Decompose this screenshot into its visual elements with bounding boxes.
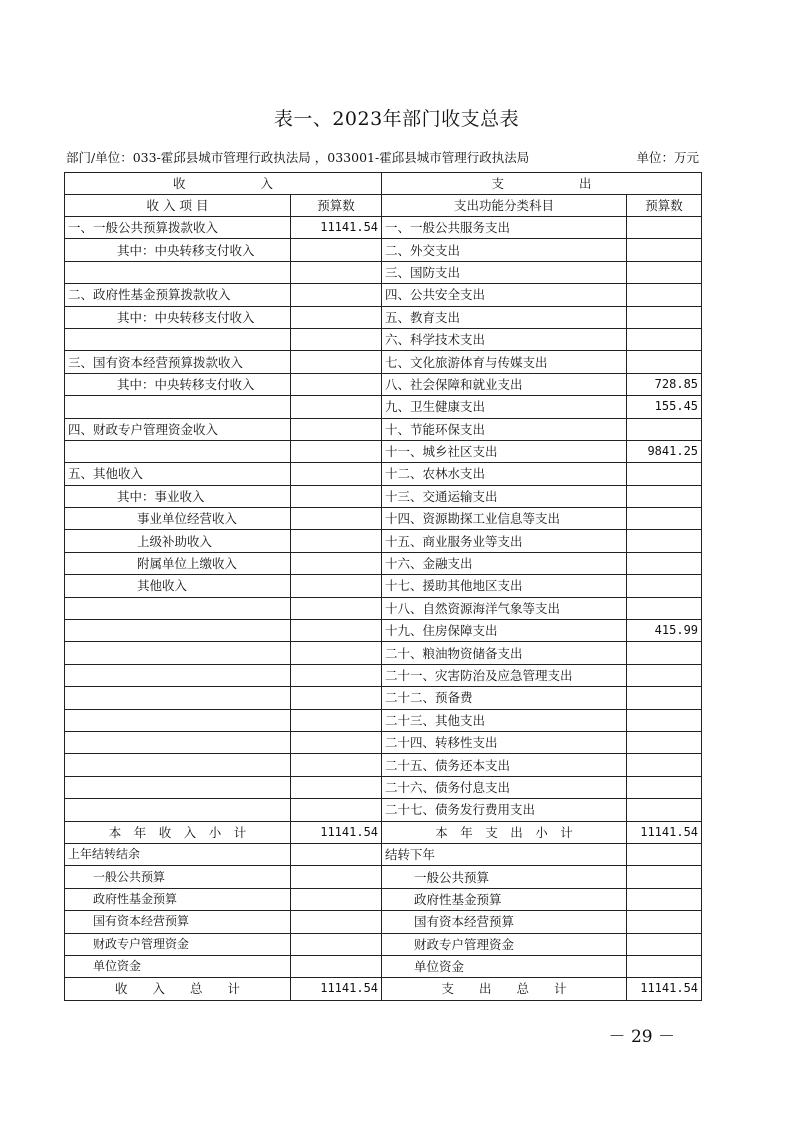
expense-item-cell: 十一、城乡社区支出: [382, 440, 627, 462]
income-amount-cell: [291, 485, 382, 507]
table-row: [65, 463, 702, 485]
expense-item-cell: 九、卫生健康支出: [382, 396, 627, 418]
income-amount-cell: [291, 440, 382, 462]
carry-row: [65, 843, 702, 865]
expense-item-cell: 十六、金融支出: [382, 552, 627, 574]
expense-item-cell: 二十、粮油物资储备支出: [382, 642, 627, 664]
income-amount-cell: [291, 776, 382, 798]
expense-budget-header: 预算数: [627, 195, 702, 217]
income-item-cell: [65, 440, 291, 462]
expense-item-cell: 十四、资源勘探工业信息等支出: [382, 508, 627, 530]
table-row: [65, 776, 702, 798]
carry-expense-cell: 结转下年: [382, 843, 627, 865]
income-item-cell: 其中：中央转移支付收入: [65, 306, 291, 328]
income-amount-cell: [291, 463, 382, 485]
income-amount-cell: [291, 396, 382, 418]
expense-amount-cell: [627, 687, 702, 709]
income-item-cell: [65, 642, 291, 664]
income-item-cell: [65, 709, 291, 731]
expense-item-cell: 一、一般公共服务支出: [382, 217, 627, 239]
carry-expense-cell: 单位资金: [382, 955, 627, 977]
expense-item-cell: 十五、商业服务业等支出: [382, 530, 627, 552]
income-amount-cell: [291, 373, 382, 395]
expense-item-cell: 二十三、其他支出: [382, 709, 627, 731]
carry-income-amount: [291, 911, 382, 933]
expense-amount-cell: 9841.25: [627, 440, 702, 462]
carry-income-cell: 财政专户管理资金: [65, 933, 291, 955]
income-amount-cell: [291, 687, 382, 709]
carry-expense-amount: [627, 866, 702, 888]
carry-income-amount: [291, 933, 382, 955]
income-amount-cell: [291, 799, 382, 821]
expense-amount-cell: [627, 799, 702, 821]
income-item-cell: 二、政府性基金预算拨款收入: [65, 284, 291, 306]
expense-item-cell: 二十一、灾害防治及应急管理支出: [382, 664, 627, 686]
expense-item-cell: 十二、农林水支出: [382, 463, 627, 485]
income-item-cell: [65, 396, 291, 418]
expense-amount-cell: [627, 642, 702, 664]
subtotal-row: [65, 821, 702, 843]
income-item-cell: [65, 597, 291, 619]
income-item-cell: 附属单位上缴收入: [65, 552, 291, 574]
income-item-cell: [65, 664, 291, 686]
income-item-cell: [65, 687, 291, 709]
expense-total-label: 支 出 总 计: [382, 978, 627, 1000]
table-row: [65, 328, 702, 350]
income-amount-cell: [291, 306, 382, 328]
department-label: 部门/单位：033-霍邱县城市管理行政执法局 ，033001-霍邱县城市管理行政执法局: [66, 150, 530, 165]
income-amount-cell: [291, 261, 382, 283]
expense-amount-cell: [627, 530, 702, 552]
carry-expense-amount: [627, 955, 702, 977]
income-budget-header: 预算数: [291, 195, 382, 217]
expense-amount-cell: [627, 239, 702, 261]
expense-amount-cell: [627, 463, 702, 485]
income-amount-cell: [291, 731, 382, 753]
carry-row: [65, 866, 702, 888]
carry-income-cell: 国有资本经营预算: [65, 911, 291, 933]
income-item-cell: [65, 776, 291, 798]
carry-expense-cell: 政府性基金预算: [382, 888, 627, 910]
expense-amount-cell: [627, 664, 702, 686]
expense-amount-cell: [627, 597, 702, 619]
table-row: [65, 396, 702, 418]
income-item-cell: [65, 328, 291, 350]
income-amount-cell: [291, 754, 382, 776]
carry-expense-amount: [627, 911, 702, 933]
table-row: [65, 284, 702, 306]
carry-income-amount: [291, 955, 382, 977]
carry-income-amount: [291, 843, 382, 865]
table-row: [65, 552, 702, 574]
table-row: [65, 440, 702, 462]
table-row: [65, 664, 702, 686]
income-item-cell: 五、其他收入: [65, 463, 291, 485]
income-item-cell: 其中：中央转移支付收入: [65, 239, 291, 261]
income-item-header: 收 入 项 目: [65, 195, 291, 217]
table-row: [65, 575, 702, 597]
table-row: [65, 530, 702, 552]
expense-amount-cell: [627, 552, 702, 574]
expense-subtotal-label: 本 年 支 出 小 计: [382, 821, 627, 843]
income-total-label: 收 入 总 计: [65, 978, 291, 1000]
expense-item-cell: 二十四、转移性支出: [382, 731, 627, 753]
expense-amount-cell: [627, 575, 702, 597]
income-item-cell: 其中：中央转移支付收入: [65, 373, 291, 395]
expense-amount-cell: 155.45: [627, 396, 702, 418]
carry-row: [65, 888, 702, 910]
carry-expense-cell: 一般公共预算: [382, 866, 627, 888]
table-row: [65, 239, 702, 261]
expense-item-cell: 二十六、债务付息支出: [382, 776, 627, 798]
unit-label: 单位：万元: [636, 150, 699, 165]
budget-summary-table: [64, 172, 702, 1001]
table-row: [65, 508, 702, 530]
expense-amount-cell: [627, 776, 702, 798]
expense-item-cell: 十三、交通运输支出: [382, 485, 627, 507]
income-amount-cell: [291, 642, 382, 664]
income-item-cell: 三、国有资本经营预算拨款收入: [65, 351, 291, 373]
carry-row: [65, 933, 702, 955]
income-total-amount: 11141.54: [291, 978, 382, 1000]
table-row: [65, 620, 702, 642]
carry-income-cell: 政府性基金预算: [65, 888, 291, 910]
page-title: 表一、2023年部门收支总表: [273, 108, 520, 130]
income-amount-cell: [291, 597, 382, 619]
expense-amount-cell: [627, 351, 702, 373]
income-item-cell: [65, 754, 291, 776]
expense-item-cell: 七、文化旅游体育与传媒支出: [382, 351, 627, 373]
table-row: [65, 485, 702, 507]
income-item-cell: 其中：事业收入: [65, 485, 291, 507]
income-item-cell: [65, 799, 291, 821]
expense-amount-cell: [627, 754, 702, 776]
income-amount-cell: [291, 709, 382, 731]
expense-amount-cell: [627, 261, 702, 283]
expense-amount-cell: 415.99: [627, 620, 702, 642]
expense-item-cell: 八、社会保障和就业支出: [382, 373, 627, 395]
expense-amount-cell: [627, 485, 702, 507]
page-number: － 29 －: [608, 1027, 675, 1047]
carry-row: [65, 955, 702, 977]
carry-expense-cell: 国有资本经营预算: [382, 911, 627, 933]
table-row: [65, 799, 702, 821]
carry-expense-amount: [627, 888, 702, 910]
income-header: 收 入: [65, 173, 382, 195]
expense-amount-cell: [627, 328, 702, 350]
income-amount-cell: 11141.54: [291, 217, 382, 239]
expense-item-cell: 二十五、债务还本支出: [382, 754, 627, 776]
income-item-cell: 四、财政专户管理资金收入: [65, 418, 291, 440]
expense-amount-cell: [627, 709, 702, 731]
expense-item-cell: 四、公共安全支出: [382, 284, 627, 306]
expense-item-cell: 十八、自然资源海洋气象等支出: [382, 597, 627, 619]
expense-item-cell: 二十七、债务发行费用支出: [382, 799, 627, 821]
table-row: [65, 351, 702, 373]
table-row: [65, 642, 702, 664]
carry-income-cell: 上年结转结余: [65, 843, 291, 865]
table-row: [65, 217, 702, 239]
table-row: [65, 261, 702, 283]
carry-row: [65, 911, 702, 933]
expense-item-cell: 十九、住房保障支出: [382, 620, 627, 642]
expense-item-cell: 十七、援助其他地区支出: [382, 575, 627, 597]
income-amount-cell: [291, 620, 382, 642]
income-item-cell: 事业单位经营收入: [65, 508, 291, 530]
table-row: [65, 373, 702, 395]
expense-item-header: 支出功能分类科目: [382, 195, 627, 217]
income-amount-cell: [291, 575, 382, 597]
table-row: [65, 306, 702, 328]
total-row: [65, 978, 702, 1000]
income-item-cell: 其他收入: [65, 575, 291, 597]
table-row: [65, 418, 702, 440]
expense-amount-cell: [627, 217, 702, 239]
carry-income-amount: [291, 866, 382, 888]
table-row: [65, 687, 702, 709]
income-item-cell: [65, 620, 291, 642]
expense-item-cell: 十、节能环保支出: [382, 418, 627, 440]
income-item-cell: 一、一般公共预算拨款收入: [65, 217, 291, 239]
expense-total-amount: 11141.54: [627, 978, 702, 1000]
expense-amount-cell: [627, 508, 702, 530]
table-row: [65, 709, 702, 731]
income-amount-cell: [291, 351, 382, 373]
expense-amount-cell: [627, 418, 702, 440]
table-meta: [66, 148, 699, 166]
table-row: [65, 754, 702, 776]
expense-amount-cell: [627, 284, 702, 306]
table-row: [65, 597, 702, 619]
carry-income-amount: [291, 888, 382, 910]
expense-amount-cell: [627, 306, 702, 328]
income-amount-cell: [291, 508, 382, 530]
expense-item-cell: 二、外交支出: [382, 239, 627, 261]
carry-income-cell: 单位资金: [65, 955, 291, 977]
income-amount-cell: [291, 284, 382, 306]
expense-item-cell: 五、教育支出: [382, 306, 627, 328]
income-subtotal-label: 本 年 收 入 小 计: [65, 821, 291, 843]
income-subtotal-amount: 11141.54: [291, 821, 382, 843]
expense-amount-cell: [627, 731, 702, 753]
expense-item-cell: 六、科学技术支出: [382, 328, 627, 350]
income-amount-cell: [291, 239, 382, 261]
header-row-1: [65, 173, 702, 195]
income-item-cell: [65, 731, 291, 753]
income-item-cell: 上级补助收入: [65, 530, 291, 552]
income-amount-cell: [291, 664, 382, 686]
expense-item-cell: 三、国防支出: [382, 261, 627, 283]
carry-expense-cell: 财政专户管理资金: [382, 933, 627, 955]
income-amount-cell: [291, 530, 382, 552]
income-item-cell: [65, 261, 291, 283]
carry-income-cell: 一般公共预算: [65, 866, 291, 888]
income-amount-cell: [291, 328, 382, 350]
carry-expense-amount: [627, 843, 702, 865]
table-row: [65, 731, 702, 753]
carry-expense-amount: [627, 933, 702, 955]
expense-amount-cell: 728.85: [627, 373, 702, 395]
income-amount-cell: [291, 418, 382, 440]
income-amount-cell: [291, 552, 382, 574]
expense-subtotal-amount: 11141.54: [627, 821, 702, 843]
expense-header: 支 出: [382, 173, 702, 195]
header-row-2: [65, 195, 702, 217]
expense-item-cell: 二十二、预备费: [382, 687, 627, 709]
